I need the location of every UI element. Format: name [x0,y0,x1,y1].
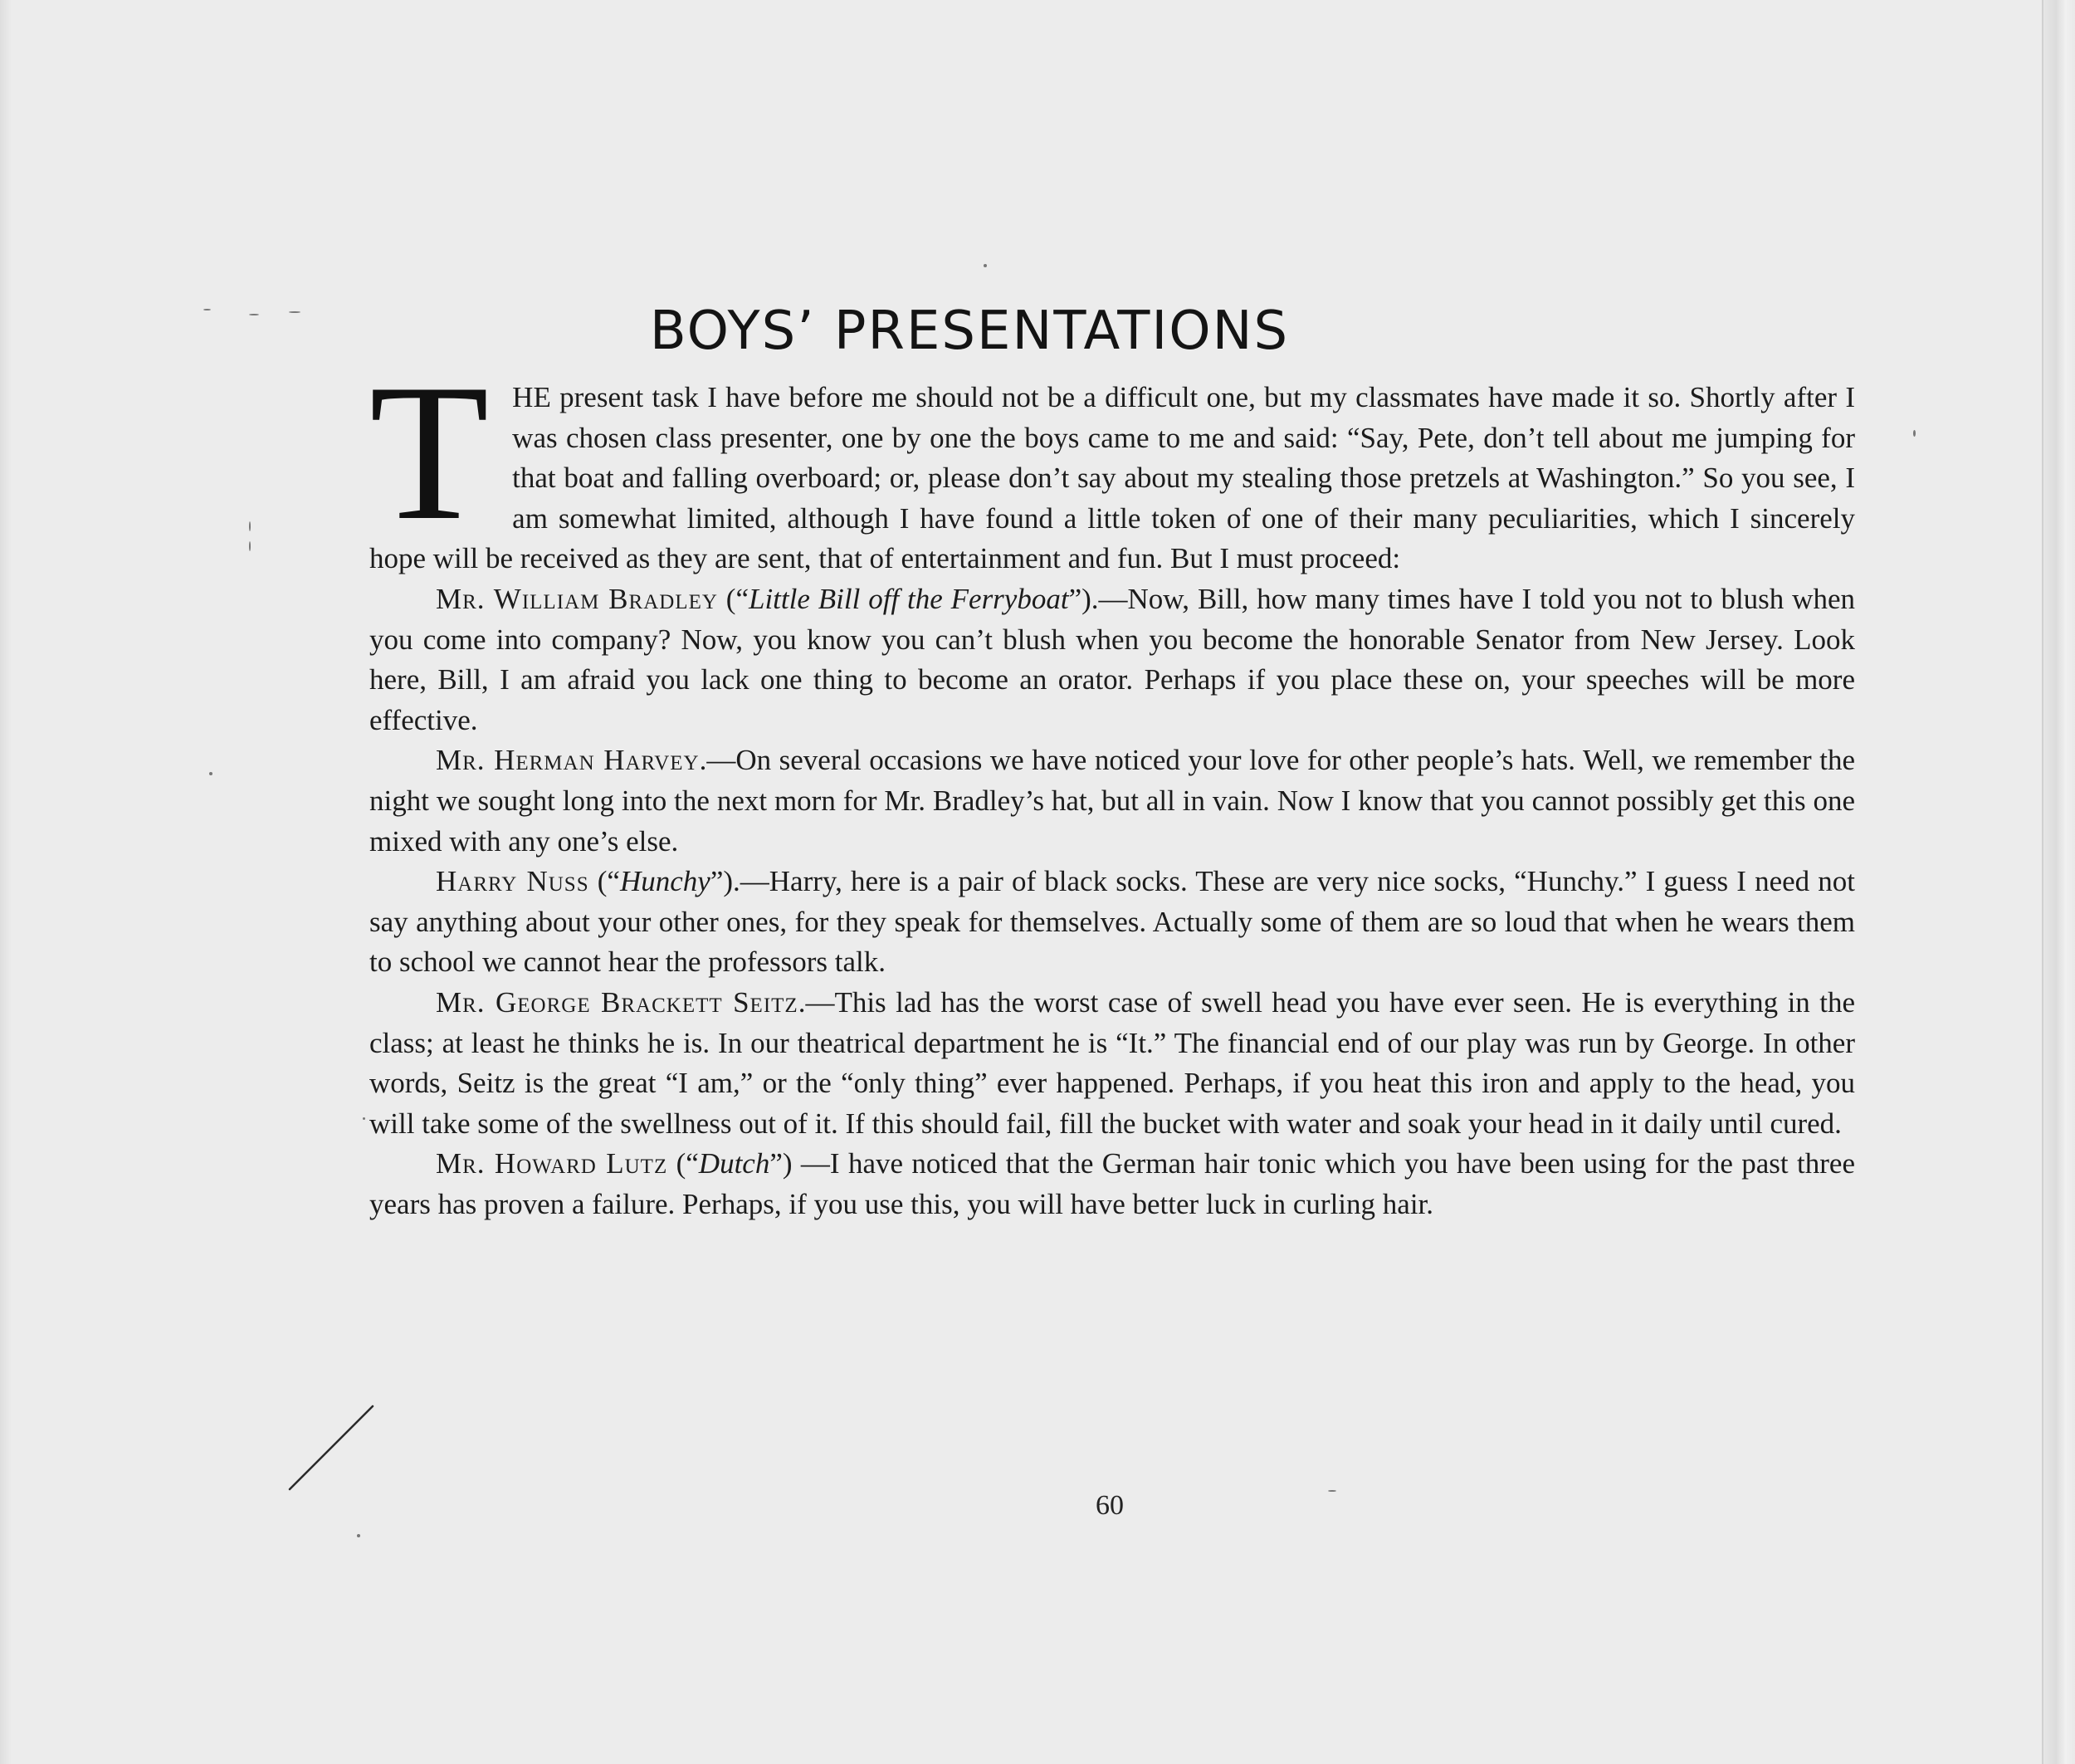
nickname-close: .— [798,985,835,1019]
intro-text: HE present task I have before me should not be a difficult one, but my classmates have made it so. Shortly after I was chosen class presenter, one by one the boys came to me and said: “Say, Pete, don’t tell about me jumping for that boat and falling overboard; or, please don’t say about my stealing those pretzels at Washington.” So you see, I am somewhat limited, although I have found a little token of one of their many peculiarities, which I sincerely hope will be received as they are sent, that of entertainment and fun. But I must proceed: [369,381,1855,575]
page-left-edge [0,0,12,1764]
page-title: BOYS’ PRESENTATIONS [649,301,1290,362]
presentation-name: Mr. Howard Lutz [436,1147,668,1180]
scan-speck [357,1534,360,1537]
nickname-open: (“ [588,865,620,898]
nickname: Dutch [698,1147,770,1180]
scan-speck [249,521,251,531]
scan-speck [363,1117,365,1120]
presentation-name: Harry Nuss [436,865,589,898]
drop-cap: T [369,344,490,561]
nickname-close: ”) — [769,1147,830,1180]
presentation-paragraph [369,579,1855,740]
page-right-edge [2042,0,2075,1764]
presentation-name: Mr. William Bradley [436,582,718,615]
presentation-name: Mr. Herman Harvey [436,744,700,777]
nickname-open: (“ [667,1147,699,1180]
scan-speck [209,772,212,775]
nickname-open: (“ [717,582,749,615]
scan-speck [249,541,251,551]
nickname: Hunchy [619,865,710,898]
nickname: Little Bill off the Ferryboat [748,582,1069,615]
presentation-text: Harry, here is a pair of black socks. These are very nice socks, “Hunchy.” I guess I need not say anything about your other ones, for they speak for themselves. Actually some of them are so loud that when he wears them to school we cannot hear the professors talk. [369,865,1856,979]
scan-speck [1913,430,1916,437]
presentation-paragraph [369,862,1855,983]
article-body [369,344,1856,1224]
nickname-close: ”).— [710,865,769,898]
presentation-name: Mr. George Brackett Seitz [436,985,798,1019]
presentation-paragraph [369,740,1855,862]
nickname-close: .— [699,744,736,777]
pen-stroke-mark [286,1403,378,1494]
presentation-text: This lad has the worst case of swell head you have ever seen. He is everything in the class; at least he thinks he is. In our theatrical department he is “It.” The financial end of our play was run by George. In other words, Seitz is the great “I am,” or the “only thing” ever happened. Perhaps, if you heat this iron and apply to the head, you will take some of the swellness out of it. If this should fail, fill the bucket with water and soak your head in it daily until cured. [369,985,1856,1140]
scan-speck [984,264,987,267]
presentation-paragraph [369,983,1855,1144]
intro-paragraph [369,344,1855,579]
nickname-close: ”).— [1068,582,1128,615]
presentation-text: I have noticed that the German hair tonic which you have been using for the past three years has proven a failure. Perhaps, if you use this, you will have better luck in curling hair. [369,1147,1855,1220]
page-number: 60 [1096,1490,1124,1521]
scan-speck [1328,1490,1336,1492]
presentation-text: Now, Bill, how many times have I told you not to blush when you come into company? Now, you know you can’t blush when you become the honorable Senator from New Jersey. Look here, Bill, I am afraid you lack one thing to become an orator. Perhaps if you place these on, your speeches will be more effective. [369,582,1855,736]
presentation-text: On several occasions we have noticed your love for other people’s hats. Well, we remember the night we sought long into the next morn for Mr. Bradley’s hat, but all in vain. Now I know that you cannot possibly get this one mixed with any one’s else. [369,744,1855,858]
presentation-paragraph [369,1144,1855,1224]
